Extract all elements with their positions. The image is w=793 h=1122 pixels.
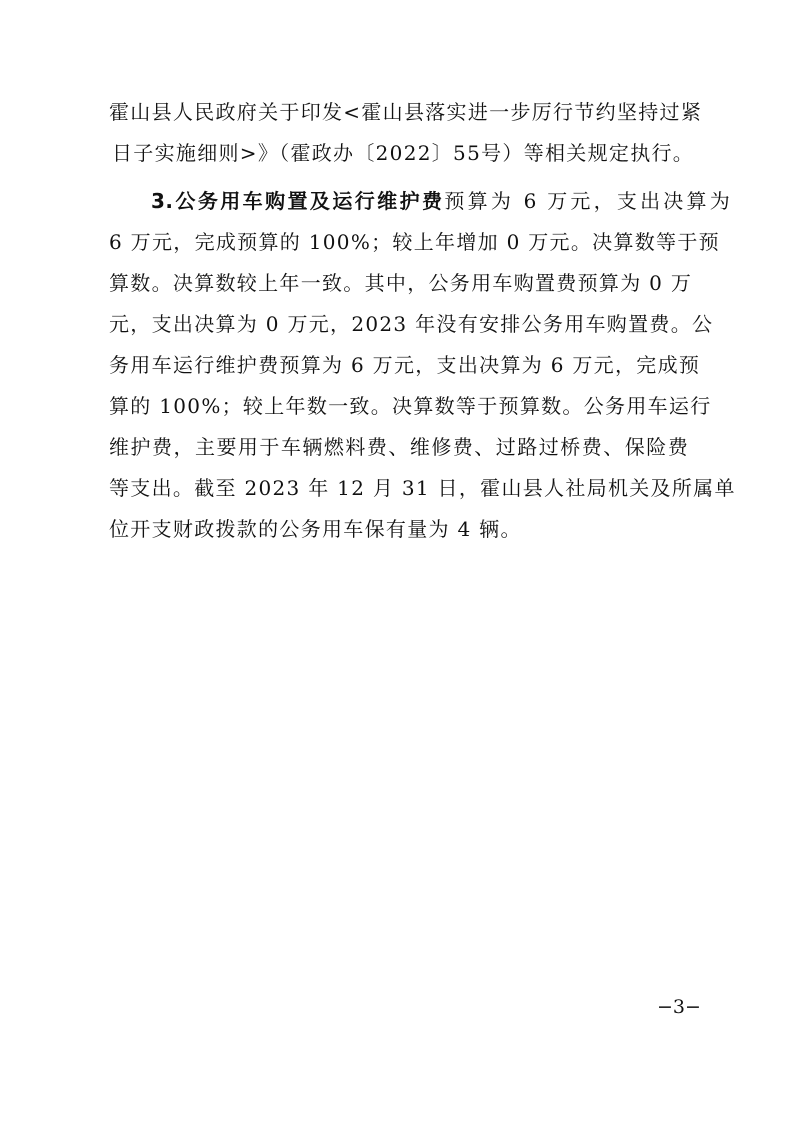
paragraph-line: 等支出。截至 2023 年 12 月 31 日，霍山县人社局机关及所属单 (109, 476, 736, 500)
paragraph-line: 元，支出决算为 0 万元，2023 年没有安排公务用车购置费。公 (109, 312, 714, 336)
paragraph-line: 日子实施细则>》（霍政办〔2022〕55号）等相关规定执行。 (112, 141, 695, 165)
paragraph-line: 算数。决算数较上年一致。其中，公务用车购置费预算为 0 万 (109, 271, 693, 295)
paragraph-line: 位开支财政拨款的公务用车保有量为 4 辆。 (109, 517, 522, 541)
paragraph-line: 维护费，主要用于车辆燃料费、维修费、过路过桥费、保险费 (109, 435, 689, 459)
paragraph-text: 预算为 6 万元，支出决算为 (444, 189, 732, 213)
page-number: −3− (657, 996, 701, 1018)
paragraph-line: 算的 100%；较上年数一致。决算数等于预算数。公务用车运行 (109, 394, 712, 418)
section-first-line (109, 189, 731, 213)
section-heading: 3.公务用车购置及运行维护费 (151, 189, 445, 213)
paragraph-line: 霍山县人民政府关于印发<霍山县落实进一步厉行节约坚持过紧 (109, 100, 703, 124)
paragraph-line: 6 万元，完成预算的 100%；较上年增加 0 万元。决算数等于预 (109, 230, 720, 254)
paragraph-line: 务用车运行维护费预算为 6 万元，支出决算为 6 万元，完成预 (109, 353, 701, 377)
